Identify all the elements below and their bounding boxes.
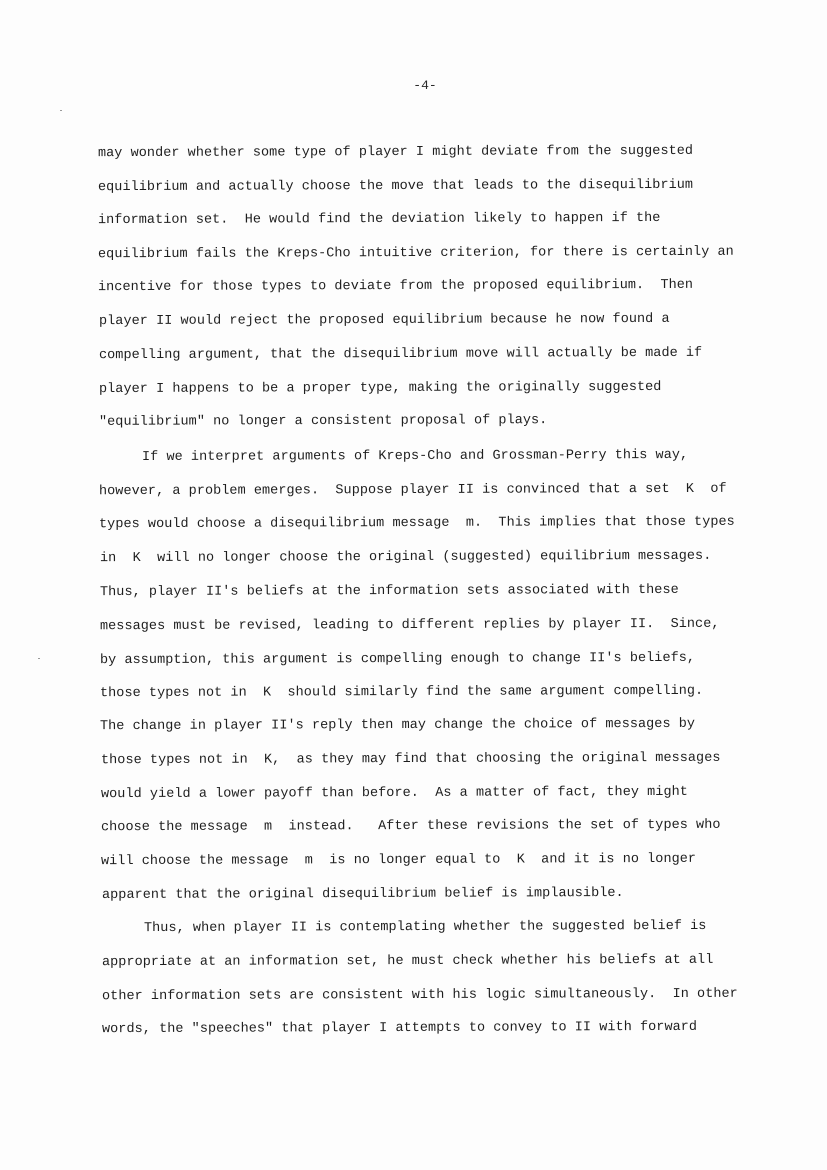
text-line: however, a problem emerges. Suppose player II is convinced that a set K of	[98, 481, 727, 500]
text-line: those types not in K should similarly find the same argument compelling.	[99, 683, 704, 702]
page-number: -4-	[413, 78, 437, 93]
text-line: "equilibrium" no longer a consistent proposal of plays.	[98, 413, 548, 430]
text-line: apparent that the original disequilibrium belief is implausible.	[101, 885, 624, 904]
text-line: equilibrium and actually choose the move that leads to the disequilibrium	[97, 177, 694, 196]
text-line: may wonder whether some type of player I might deviate from the suggested	[97, 143, 694, 162]
text-line: The change in player II's reply then may change the choice of messages by	[99, 716, 696, 735]
text-line: would yield a lower payoff than before. As a matter of fact, they might	[100, 784, 688, 803]
text-line: appropriate at an information set, he must check whether his beliefs at all	[101, 952, 714, 971]
text-line: in K will no longer choose the original (suggested) equilibrium messages.	[99, 548, 712, 567]
text-line: messages must be revised, leading to different replies by player II. Since,	[99, 616, 720, 635]
text-line: compelling argument, that the disequilibrium move will actually be made if	[98, 345, 703, 364]
text-line: equilibrium fails the Kreps-Cho intuitive criterion, for there is certainly an	[97, 244, 734, 263]
text-line: information set. He would find the deviation likely to happen if the	[97, 210, 661, 229]
text-line: choose the message m instead. After these revisions the set of types who	[100, 817, 721, 836]
text-line: Thus, when player II is contemplating whether the suggested belief is	[143, 918, 707, 937]
text-line: If we interpret arguments of Kreps-Cho and Grossman-Perry this way,	[141, 447, 689, 466]
text-line: types would choose a disequilibrium message m. This implies that those types	[98, 514, 735, 533]
text-line: those types not in K, as they may find that choosing the original messages	[100, 750, 721, 769]
text-line: incentive for those types to deviate from the proposed equilibrium. Then	[97, 277, 694, 296]
text-line: player II would reject the proposed equilibrium because he now found a	[98, 311, 670, 330]
text-line: words, the "speeches" that player I attempts to convey to II with forward	[101, 1019, 698, 1038]
text-line: by assumption, this argument is compelling enough to change II's beliefs,	[99, 650, 696, 669]
scan-speck	[60, 110, 62, 111]
scan-speck	[38, 658, 40, 659]
text-line: Thus, player II's beliefs at the information sets associated with these	[99, 582, 679, 601]
text-line: player I happens to be a proper type, making the originally suggested	[98, 379, 662, 398]
text-line: will choose the message m is no longer equal to K and it is no longer	[100, 851, 697, 870]
text-line: other information sets are consistent with his logic simultaneously. In other	[101, 986, 738, 1005]
